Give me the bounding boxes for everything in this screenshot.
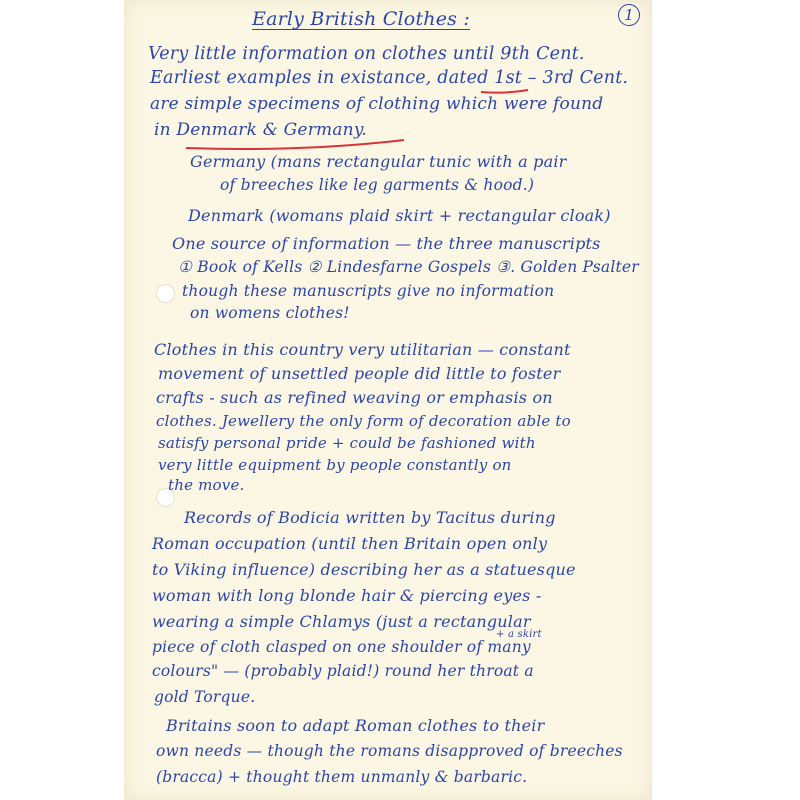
line-03: are simple specimens of clothing which were found <box>150 94 604 114</box>
line-01: Very little information on clothes until 9th Cent. <box>148 44 585 64</box>
line-14: crafts - such as refined weaving or emphasis on <box>156 388 553 407</box>
line-17: very little equipment by people constantly on <box>158 456 512 474</box>
line-27: Britains soon to adapt Roman clothes to their <box>166 716 545 735</box>
line-24: piece of cloth clasped on one shoulder of many <box>152 638 531 656</box>
line-05: Germany (mans rectangular tunic with a pair <box>190 152 567 171</box>
line-02: Earliest examples in existance, dated 1st – 3rd Cent. <box>150 68 629 88</box>
line-19: Records of Bodicia written by Tacitus during <box>184 508 556 527</box>
page-title: Early British Clothes : <box>252 8 470 30</box>
line-10: though these manuscripts give no information <box>182 282 555 300</box>
line-11: on womens clothes! <box>190 304 350 322</box>
line-15: clothes. Jewellery the only form of decoration able to <box>156 412 571 430</box>
line-18: the move. <box>168 476 245 494</box>
line-12: Clothes in this country very utilitarian — constant <box>154 340 571 359</box>
line-29: (bracca) + thought them unmanly & barbaric. <box>156 768 528 786</box>
line-09: ① Book of Kells ② Lindesfarne Gospels ③. Golden Psalter <box>178 258 639 276</box>
insertion-above-shoulder: + a skirt <box>496 629 542 640</box>
line-20: Roman occupation (until then Britain open only <box>152 534 548 553</box>
line-26: gold Torque. <box>154 688 256 706</box>
line-22: woman with long blonde hair & piercing eyes - <box>152 586 542 605</box>
manuscript-page <box>124 0 652 800</box>
line-07: Denmark (womans plaid skirt + rectangular cloak) <box>188 206 611 225</box>
line-04: in Denmark & Germany. <box>154 120 367 140</box>
line-23: wearing a simple Chlamys (just a rectangular <box>152 612 531 631</box>
line-06: of breeches like leg garments & hood.) <box>220 176 535 194</box>
page-number: 1 <box>618 4 640 26</box>
line-28: own needs — though the romans disapproved of breeches <box>156 742 623 760</box>
line-08: One source of information — the three manuscripts <box>172 234 601 253</box>
line-21: to Viking influence) describing her as a statuesque <box>152 560 576 579</box>
line-25: colours" — (probably plaid!) round her throat a <box>152 662 534 680</box>
line-16: satisfy personal pride + could be fashioned with <box>158 434 536 452</box>
line-13: movement of unsettled people did little to foster <box>158 364 561 383</box>
